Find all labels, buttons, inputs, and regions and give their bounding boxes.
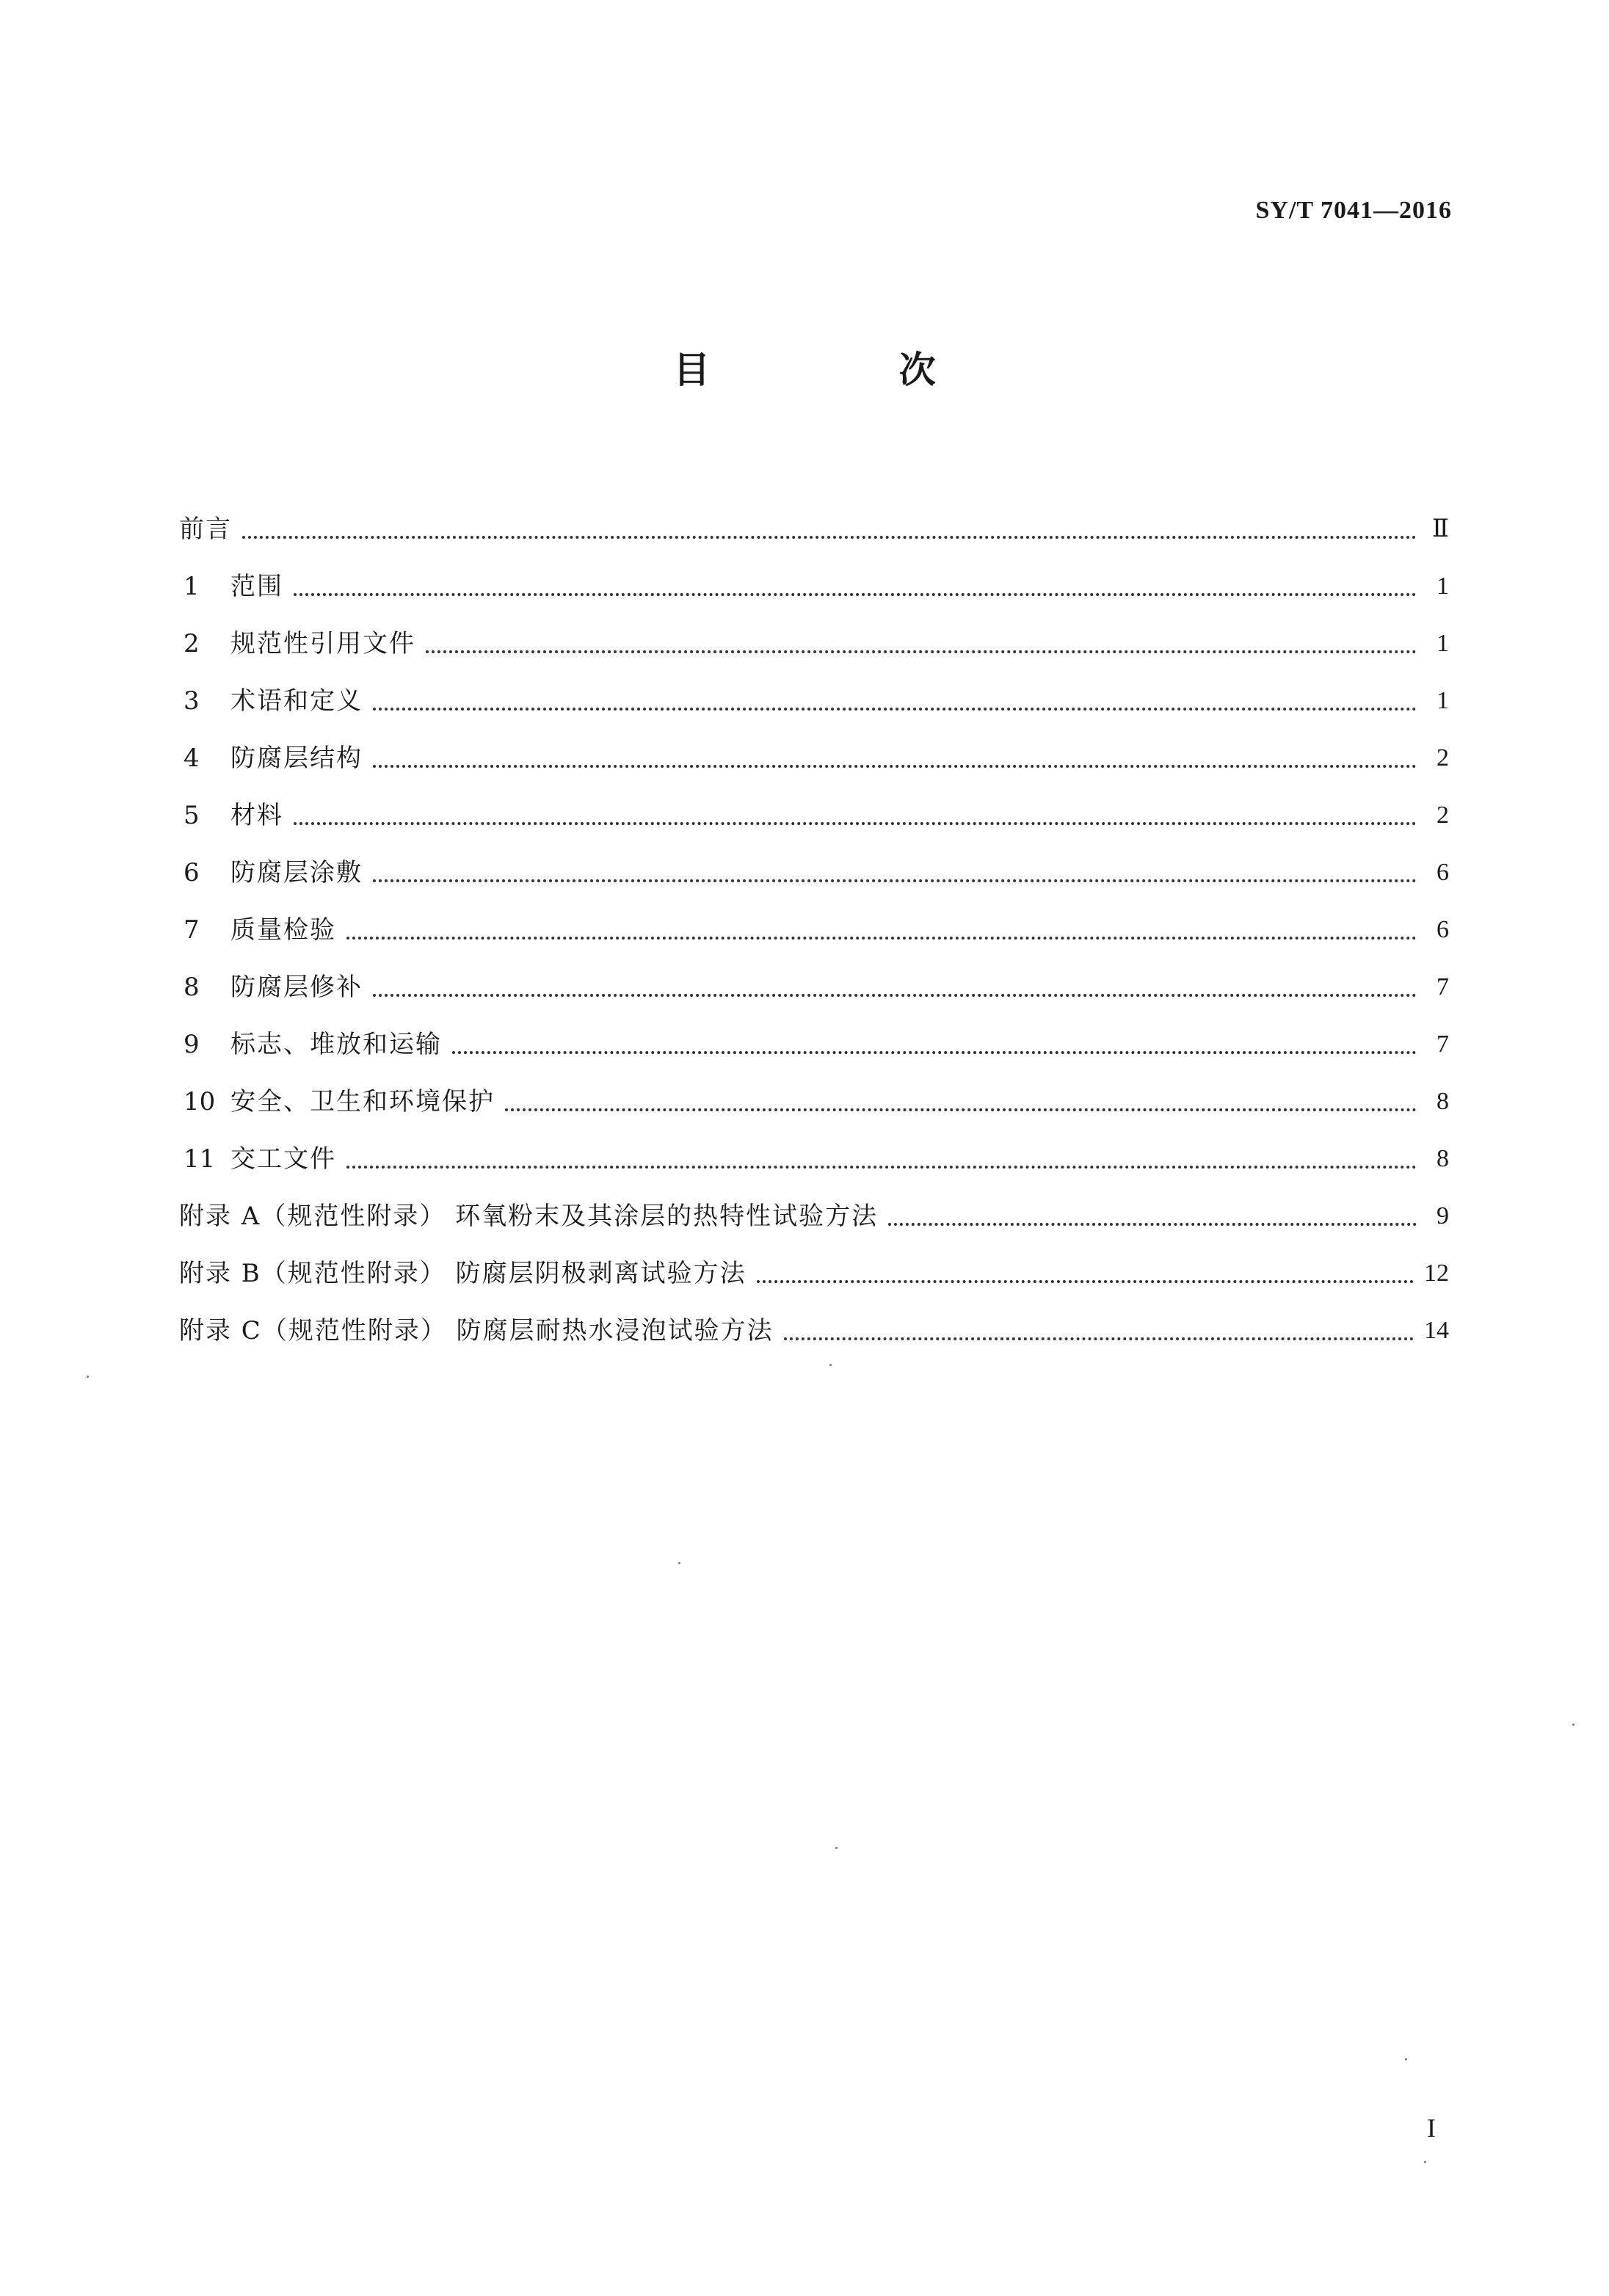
toc-entry-handover-documents	[179, 1114, 1449, 1174]
toc-dot-leader	[346, 1165, 1417, 1169]
toc-entry-page: Ⅱ	[1431, 515, 1449, 542]
toc-title: 目 次	[673, 349, 1024, 391]
scan-speck	[835, 1847, 838, 1849]
toc-entry-page: 8	[1437, 1145, 1449, 1172]
toc-dot-leader	[888, 1222, 1417, 1226]
toc-entry-number: 11	[184, 1144, 216, 1174]
toc-entry-label: 防腐层涂敷	[230, 858, 363, 887]
toc-entry-number: 6	[184, 858, 200, 887]
toc-entry-scope	[179, 542, 1449, 599]
toc-entry-page: 6	[1437, 859, 1449, 886]
toc-entry-label: 附录 A（规范性附录） 环氧粉末及其涂层的热特性试验方法	[179, 1202, 879, 1231]
toc-dot-leader	[373, 993, 1417, 997]
toc-entry-label: 防腐层修补	[230, 973, 363, 1002]
toc-entry-label: 标志、堆放和运输	[230, 1030, 442, 1059]
toc-entry-label: 防腐层结构	[230, 744, 363, 773]
toc-dot-leader	[757, 1279, 1414, 1283]
toc-entry-page: 8	[1437, 1088, 1449, 1115]
scan-speck	[1405, 2058, 1407, 2060]
toc-entry-terms	[179, 656, 1449, 716]
page-number: I	[1427, 2113, 1436, 2143]
toc-dot-leader	[242, 535, 1417, 539]
toc-entry-safety-health-environment	[179, 1057, 1449, 1114]
toc-dot-leader	[346, 936, 1417, 940]
toc-entry-number: 2	[184, 629, 200, 658]
scan-speck	[678, 1562, 680, 1564]
toc-entry-page: 12	[1424, 1260, 1449, 1287]
toc-dot-leader	[784, 1337, 1414, 1340]
standard-code: SY/T 7041—2016	[1255, 197, 1452, 224]
toc-dot-leader	[505, 1108, 1417, 1111]
toc-entry-label: 材料	[230, 801, 283, 830]
toc-entry-coating-structure	[179, 713, 1449, 771]
toc-entry-page: 9	[1437, 1202, 1449, 1229]
toc-entry-label: 附录 B（规范性附录） 防腐层阴极剥离试验方法	[179, 1259, 747, 1288]
toc-entry-number: 9	[184, 1030, 200, 1059]
toc-entry-normative-references	[179, 599, 1449, 656]
toc-entry-label: 质量检验	[230, 915, 336, 945]
toc-entry-page: 2	[1437, 802, 1449, 829]
toc-entry-page: 7	[1437, 973, 1449, 1000]
toc-entry-quality-inspection	[179, 885, 1449, 945]
toc-dot-leader	[373, 879, 1417, 882]
toc-dot-leader	[426, 650, 1417, 653]
toc-entry-label: 安全、卫生和环境保护	[230, 1087, 495, 1116]
toc-entry-page: 7	[1437, 1031, 1449, 1058]
toc-entry-appendix-c	[179, 1286, 1449, 1343]
toc-entry-materials	[179, 771, 1449, 828]
toc-entry-label: 术语和定义	[230, 686, 363, 716]
toc-entry-number: 4	[184, 744, 200, 773]
scan-speck	[1424, 2161, 1426, 2163]
toc-entry-label: 前言	[179, 515, 232, 544]
toc-entry-foreword	[179, 484, 1449, 542]
toc-dot-leader	[373, 707, 1417, 711]
toc-entry-page: 1	[1437, 630, 1449, 657]
toc-entry-page: 2	[1437, 744, 1449, 771]
toc-entry-number: 10	[184, 1087, 216, 1116]
toc-entry-page: 1	[1437, 687, 1449, 714]
toc-entry-number: 8	[184, 973, 200, 1002]
toc-entry-number: 1	[184, 572, 200, 601]
toc-entry-label: 附录 C（规范性附录） 防腐层耐热水浸泡试验方法	[179, 1316, 774, 1345]
toc-dot-leader	[373, 764, 1417, 768]
toc-entry-label: 规范性引用文件	[230, 629, 415, 658]
toc-dot-leader	[294, 821, 1417, 825]
toc-dot-leader	[452, 1050, 1417, 1054]
toc-entry-label: 交工文件	[230, 1144, 336, 1174]
toc-entry-coating-application	[179, 828, 1449, 885]
toc-entry-appendix-a	[179, 1171, 1449, 1229]
toc-entry-number: 7	[184, 915, 200, 945]
toc-entry-number: 3	[184, 686, 200, 716]
table-of-contents	[179, 484, 1449, 1343]
toc-entry-page: 1	[1437, 573, 1449, 600]
toc-entry-number: 5	[184, 801, 200, 830]
toc-entry-appendix-b	[179, 1229, 1449, 1286]
scan-speck	[87, 1376, 89, 1378]
toc-entry-label: 范围	[230, 572, 283, 601]
scan-speck	[1572, 1723, 1575, 1726]
toc-entry-page: 14	[1424, 1317, 1449, 1344]
toc-dot-leader	[294, 592, 1417, 596]
toc-entry-coating-repair	[179, 942, 1449, 1000]
toc-entry-marking-storage-transport	[179, 1000, 1449, 1057]
scan-speck	[829, 1364, 832, 1366]
toc-entry-page: 6	[1437, 916, 1449, 943]
